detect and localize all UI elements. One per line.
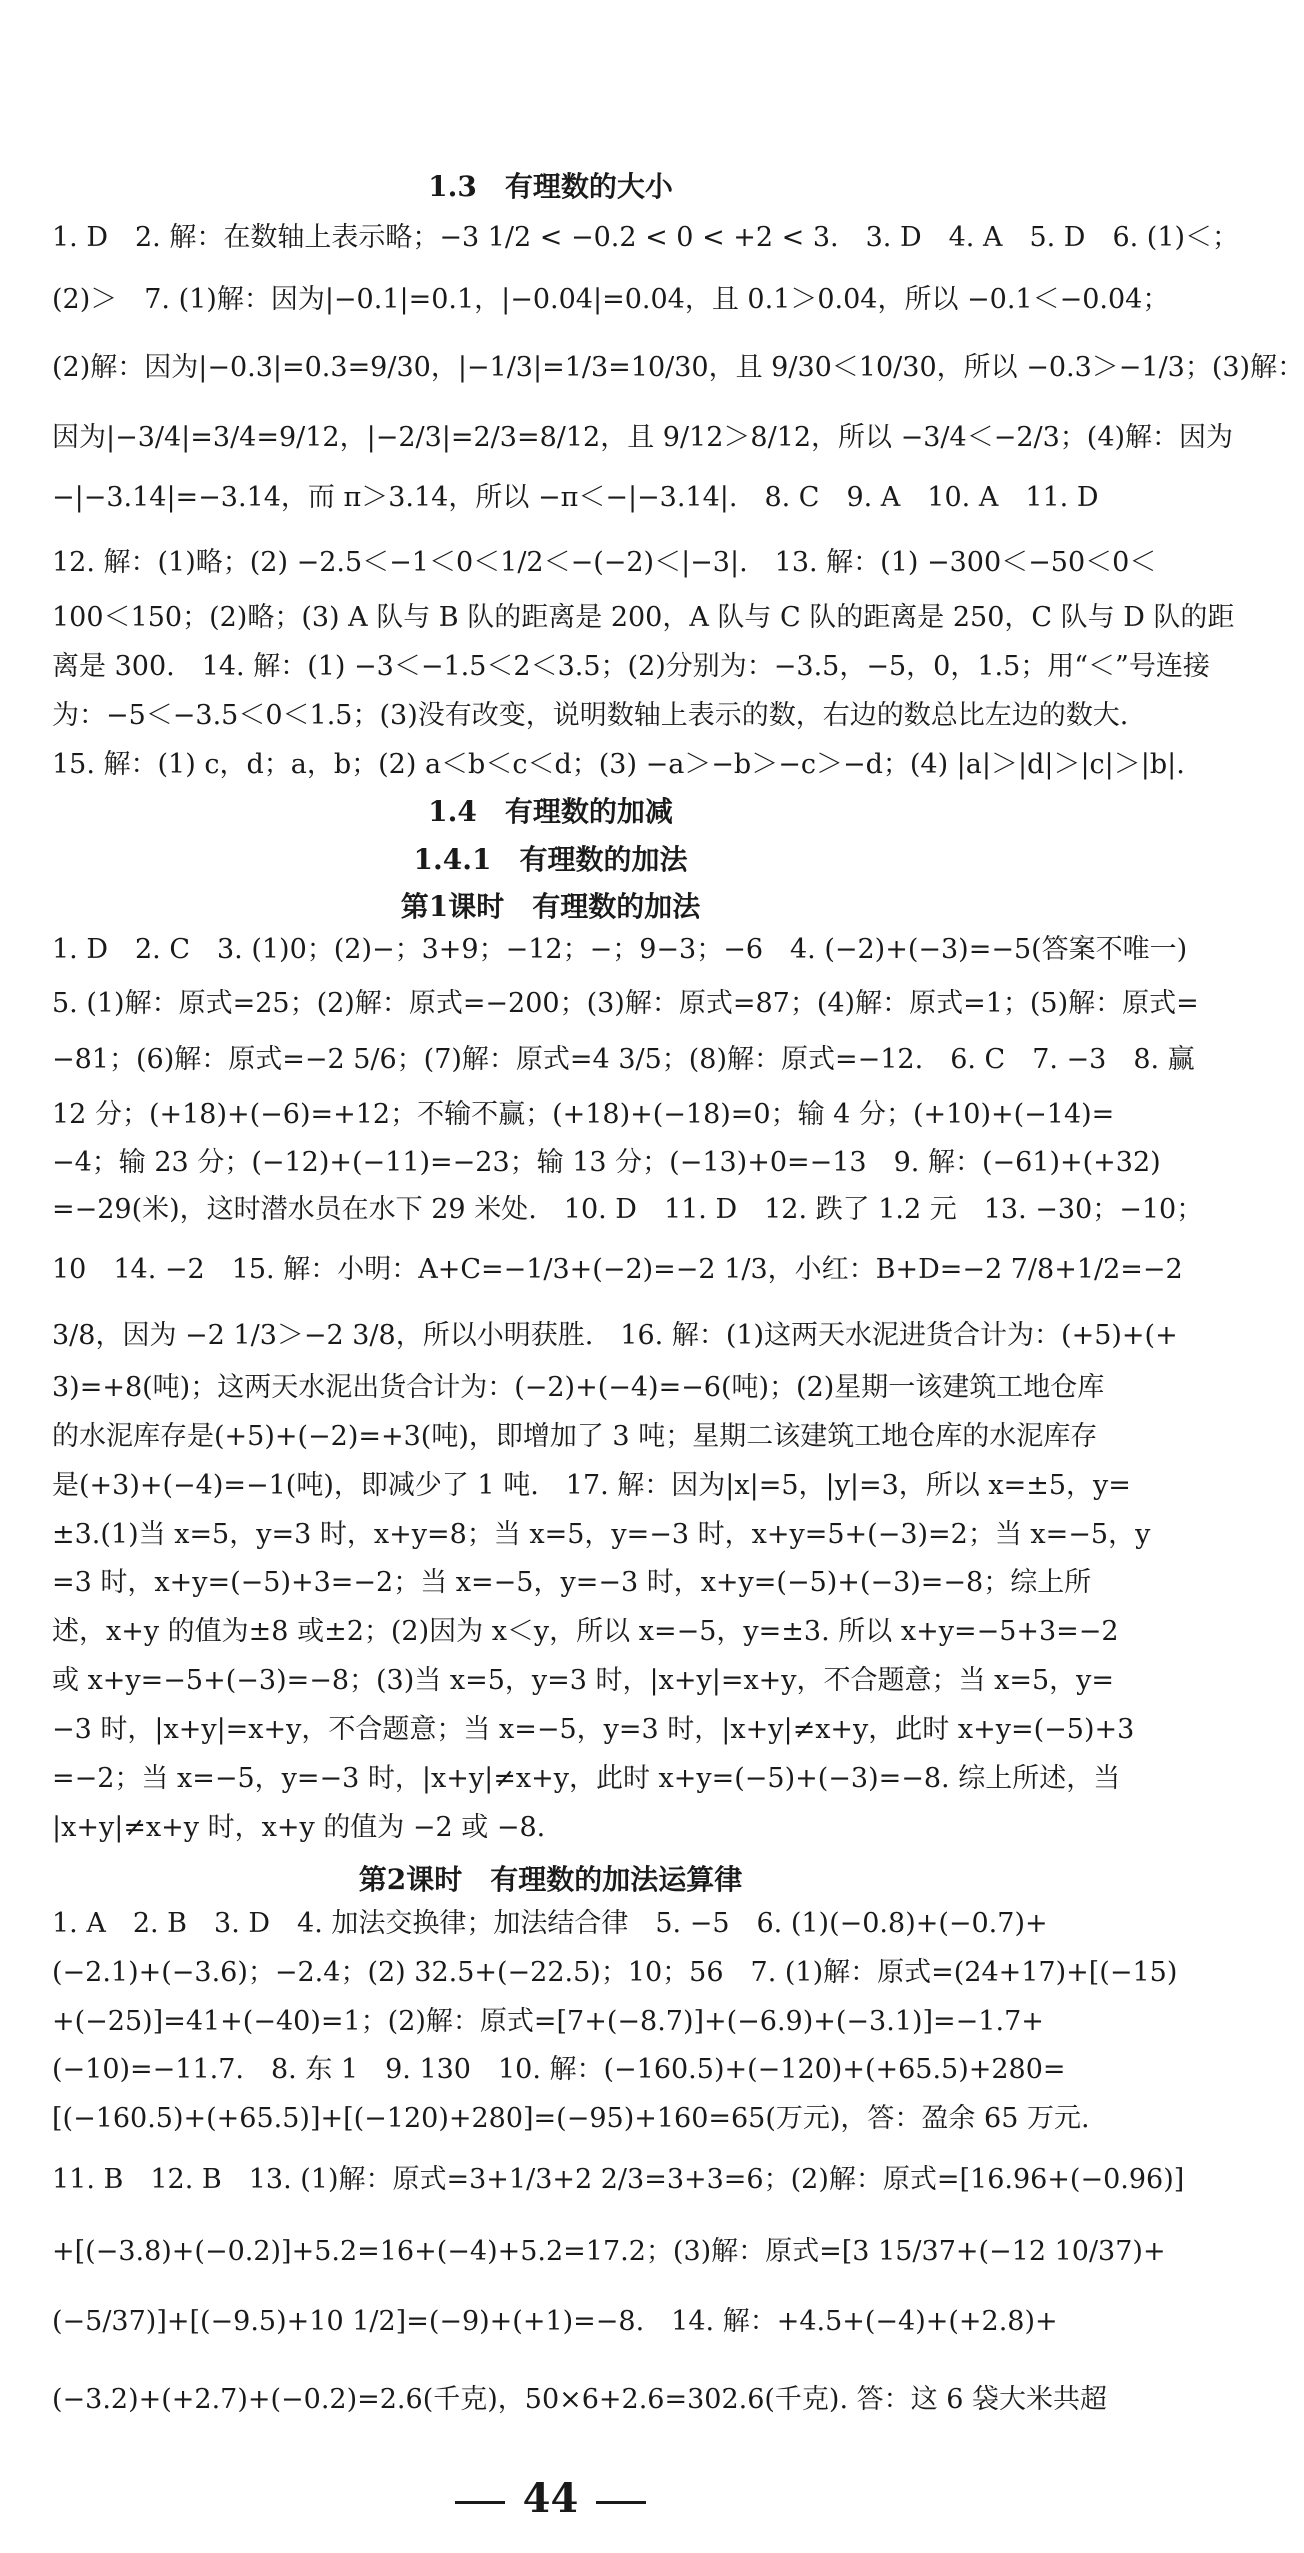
lesson-heading-2: 第2课时 有理数的加法运算律 [358,1863,743,1896]
text-line: 3/8，因为 −2 1/3＞−2 3/8，所以小明获胜. 16. 解：(1)这两天水泥进货合计为：(+5)+(+ [52,1320,1178,1351]
text-line: ±3.(1)当 x=5，y=3 时，x+y=8；当 x=5，y=−3 时，x+y=5+(−3)=2；当 x=−5，y [52,1519,1151,1550]
text-line: =−2；当 x=−5，y=−3 时，|x+y|≠x+y，此时 x+y=(−5)+(−3)=−8. 综上所述，当 [52,1763,1121,1794]
subsection-heading-1-4-1: 1.4.1 有理数的加法 [413,843,688,876]
text-line: 是(+3)+(−4)=−1(吨)，即减少了 1 吨. 17. 解：因为|x|=5，|y|=3，所以 x=±5，y= [52,1470,1131,1501]
text-line: [(−160.5)+(+65.5)]+[(−120)+280]=(−95)+160=65(万元)，答：盈余 65 万元. [52,2103,1090,2134]
text-line: 述，x+y 的值为±8 或±2；(2)因为 x＜y，所以 x=−5，y=±3. 所以 x+y=−5+3=−2 [52,1616,1119,1647]
text-line: 或 x+y=−5+(−3)=−8；(3)当 x=5，y=3 时，|x+y|=x+y，不合题意；当 x=5，y= [52,1665,1115,1696]
section-heading-1-4: 1.4 有理数的加减 [428,795,673,828]
page-number-value: 44 [522,2475,579,2522]
text-line: 为：−5＜−3.5＜0＜1.5；(3)没有改变，说明数轴上表示的数，右边的数总比左边的数大. [52,700,1129,731]
text-line: (2)解：因为|−0.3|=0.3=9/30，|−1/3|=1/3=10/30，且 9/30＜10/30，所以 −0.3＞−1/3；(3)解： [52,352,1304,383]
text-line: −81；(6)解：原式=−2 5/6；(7)解：原式=4 3/5；(8)解：原式=−12. 6. C 7. −3 8. 赢 [52,1044,1195,1075]
text-line: (−3.2)+(+2.7)+(−0.2)=2.6(千克)，50×6+2.6=302.6(千克). 答：这 6 袋大米共超 [52,2384,1107,2415]
text-line: 12 分；(+18)+(−6)=+12；不输不赢；(+18)+(−18)=0；输 4 分；(+10)+(−14)= [52,1099,1115,1130]
text-line: 10 14. −2 15. 解：小明：A+C=−1/3+(−2)=−2 1/3，小红：B+D=−2 7/8+1/2=−2 [52,1254,1183,1285]
text-line: (2)＞ 7. (1)解：因为|−0.1|=0.1，|−0.04|=0.04，且 0.1＞0.04，所以 −0.1＜−0.04； [52,284,1170,315]
text-line: 1. D 2. C 3. (1)0；(2)−；3+9；−12；−；9−3；−6 4. (−2)+(−3)=−5(答案不唯一) [52,934,1188,965]
text-line: +[(−3.8)+(−0.2)]+5.2=16+(−4)+5.2=17.2；(3)解：原式=[3 15/37+(−12 10/37)+ [52,2236,1166,2267]
section-heading-1-3: 1.3 有理数的大小 [428,170,673,203]
page-number [0,2475,1101,2522]
text-line: 因为|−3/4|=3/4=9/12，|−2/3|=2/3=8/12，且 9/12＞8/12，所以 −3/4＜−2/3；(4)解：因为 [52,422,1234,453]
text-line: −3 时，|x+y|=x+y，不合题意；当 x=−5，y=3 时，|x+y|≠x+y，此时 x+y=(−5)+3 [52,1714,1135,1745]
text-line: 100＜150；(2)略；(3) A 队与 B 队的距离是 200，A 队与 C 队的距离是 250，C 队与 D 队的距 [52,602,1235,633]
text-line: −4；输 23 分；(−12)+(−11)=−23；输 13 分；(−13)+0=−13 9. 解：(−61)+(+32) [52,1147,1161,1178]
text-line: |x+y|≠x+y 时，x+y 的值为 −2 或 −8. [52,1812,546,1843]
text-line: 3)=+8(吨)；这两天水泥出货合计为：(−2)+(−4)=−6(吨)；(2)星期一该建筑工地仓库 [52,1372,1105,1403]
text-line: 12. 解：(1)略；(2) −2.5＜−1＜0＜1/2＜−(−2)＜|−3|. 13. 解：(1) −300＜−50＜0＜ [52,547,1157,578]
text-line: 15. 解：(1) c，d；a，b；(2) a＜b＜c＜d；(3) −a＞−b＞−c＞−d；(4) |a|＞|d|＞|c|＞|b|. [52,749,1185,780]
text-line: (−2.1)+(−3.6)；−2.4；(2) 32.5+(−22.5)；10；56 7. (1)解：原式=(24+17)+[(−15) [52,1957,1178,1988]
text-line: +(−25)]=41+(−40)=1；(2)解：原式=[7+(−8.7)]+(−6.9)+(−3.1)]=−1.7+ [52,2006,1044,2037]
text-line: =−29(米)，这时潜水员在水下 29 米处. 10. D 11. D 12. 跌了 1.2 元 13. −30；−10； [52,1194,1204,1225]
text-line: −|−3.14|=−3.14，而 π＞3.14，所以 −π＜−|−3.14|. 8. C 9. A 10. A 11. D [52,482,1099,513]
text-line: (−5/37)]+[(−9.5)+10 1/2]=(−9)+(+1)=−8. 14. 解：+4.5+(−4)+(+2.8)+ [52,2306,1058,2337]
text-line: 离是 300. 14. 解：(1) −3＜−1.5＜2＜3.5；(2)分别为：−3.5，−5，0，1.5；用“＜”号连接 [52,651,1210,682]
text-line: 1. D 2. 解：在数轴上表示略；−3 1/2 < −0.2 < 0 < +2 < 3. 3. D 4. A 5. D 6. (1)＜； [52,222,1240,253]
text-line: 的水泥库存是(+5)+(−2)=+3(吨)，即增加了 3 吨；星期二该建筑工地仓库的水泥库存 [52,1421,1098,1452]
text-line: =3 时，x+y=(−5)+3=−2；当 x=−5，y=−3 时，x+y=(−5)+(−3)=−8；综上所 [52,1567,1092,1598]
text-line: 1. A 2. B 3. D 4. 加法交换律；加法结合律 5. −5 6. (1)(−0.8)+(−0.7)+ [52,1908,1048,1939]
text-line: (−10)=−11.7. 8. 东 1 9. 130 10. 解：(−160.5)+(−120)+(+65.5)+280= [52,2054,1066,2085]
lesson-heading-1: 第1课时 有理数的加法 [400,890,701,923]
text-line: 11. B 12. B 13. (1)解：原式=3+1/3+2 2/3=3+3=6；(2)解：原式=[16.96+(−0.96)] [52,2164,1185,2195]
text-line: 5. (1)解：原式=25；(2)解：原式=−200；(3)解：原式=87；(4)解：原式=1；(5)解：原式= [52,988,1199,1019]
